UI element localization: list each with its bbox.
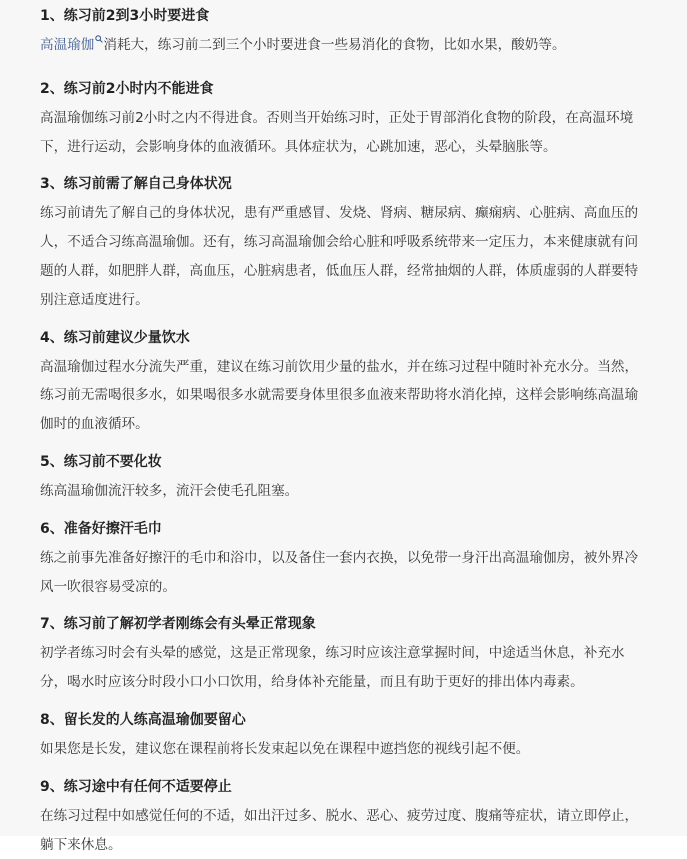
section-heading: 6、准备好擦汗毛巾 xyxy=(40,520,162,537)
section-body-text: 消耗大，练习前二到三个小时要进食一些易消化的食物，比如水果，酸奶等。 xyxy=(103,37,566,53)
section-6 xyxy=(6,506,681,602)
section-body: 初学者练习时会有头晕的感觉，这是正常现象，练习时应该注意掌握时间，中途适当休息，补充水分，喝水时应该分时段小口小口饮用，给身体补充能量，而且有助于更好的排出体内毒素。 xyxy=(40,645,625,691)
section-heading: 4、练习前建议少量饮水 xyxy=(40,329,190,346)
section-body: 练高温瑜伽流汗较多，流汗会使毛孔阻塞。 xyxy=(40,482,299,499)
section-heading: 1、练习前2到3小时要进食 xyxy=(40,8,210,24)
section-7 xyxy=(6,601,681,697)
section-2 xyxy=(6,60,681,162)
section-3 xyxy=(6,161,681,314)
keyword-link[interactable]: 高温瑜伽 xyxy=(40,37,95,53)
section-heading: 8、留长发的人练高温瑜伽要留心 xyxy=(40,711,246,728)
section-1 xyxy=(6,0,681,60)
section-9 xyxy=(6,764,681,859)
section-heading: 9、练习途中有任何不适要停止 xyxy=(40,778,232,795)
section-heading: 5、练习前不要化妆 xyxy=(40,453,162,470)
section-heading: 2、练习前2小时内不能进食 xyxy=(40,80,214,97)
section-8 xyxy=(6,697,681,764)
section-body: 如果您是长发，建议您在课程前将长发束起以免在课程中遮挡您的视线引起不便。 xyxy=(40,740,530,757)
section-body: 练习前请先了解自己的身体状况，患有严重感冒、发烧、肾病、糖尿病、癫痫病、心脏病、高血压的人，不适合习练高温瑜伽。还有，练习高温瑜伽会给心脏和呼吸系统带来一定压力，本来健康就有问题的人群，如肥胖人群，高血压，心脏病患者，低血压人群，经常抽烟的人群，体质虚弱的人群要特别注意适度进行。 xyxy=(40,205,639,308)
section-body: 高温瑜伽过程水分流失严重，建议在练习前饮用少量的盐水，并在练习过程中随时补充水分。当然，练习前无需喝很多水，如果喝很多水就需要身体里很多血液来帮助将水消化掉，这样会影响练高温瑜伽时的血液循环。 xyxy=(40,358,639,433)
section-body xyxy=(6,31,681,60)
section-body: 在练习过程中如感觉任何的不适，如出汗过多、脱水、恶心、疲劳过度、腹痛等症状，请立即停止，躺下来休息。 xyxy=(40,807,639,853)
section-5 xyxy=(6,439,681,506)
section-4 xyxy=(6,315,681,439)
section-body: 高温瑜伽练习前2小时之内不得进食。否则当开始练习时，正处于胃部消化食物的阶段，在高温环境下，进行运动，会影响身体的血液循环。具体症状为，心跳加速，恶心，头晕脑胀等。 xyxy=(40,109,634,155)
section-heading: 3、练习前需了解自己身体状况 xyxy=(40,176,232,193)
section-heading: 7、练习前了解初学者刚练会有头晕正常现象 xyxy=(40,616,316,633)
section-body: 练之前事先准备好擦汗的毛巾和浴巾，以及备住一套内衣换，以免带一身汗出高温瑜伽房，被外界冷风一吹很容易受凉的。 xyxy=(40,549,639,595)
